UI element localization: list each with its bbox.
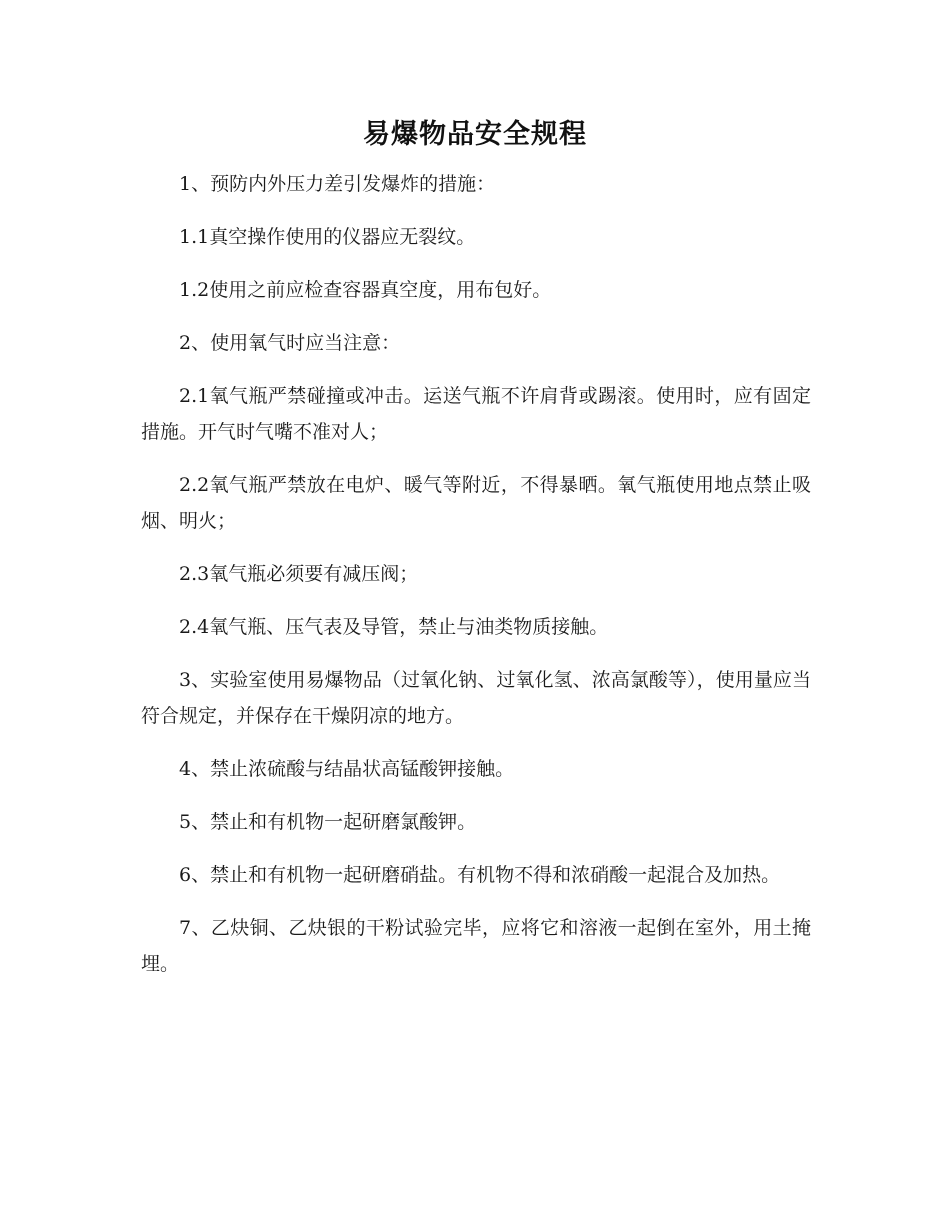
paragraph: 2.4氧气瓶、压气表及导管，禁止与油类物质接触。 — [179, 616, 609, 638]
paragraph: 1.2使用之前应检查容器真空度，用布包好。 — [179, 279, 552, 301]
paragraph: 1、预防内外压力差引发爆炸的措施： — [179, 173, 496, 195]
paragraph: 3、实验室使用易爆物品（过氧化钠、过氧化氢、浓高氯酸等），使用量应当符合规定，并保存在干燥阴凉的地方。 — [141, 669, 811, 727]
document-body — [141, 166, 811, 999]
paragraph: 2、使用氧气时应当注意： — [179, 332, 401, 354]
paragraph: 2.2氧气瓶严禁放在电炉、暖气等附近，不得暴晒。氧气瓶使用地点禁止吸烟、明火； — [141, 474, 811, 532]
paragraph: 2.1氧气瓶严禁碰撞或冲击。运送气瓶不许肩背或踢滚。使用时，应有固定措施。开气时气嘴不准对人； — [141, 385, 811, 443]
paragraph: 7、乙炔铜、乙炔银的干粉试验完毕，应将它和溶液一起倒在室外，用土掩埋。 — [141, 917, 811, 975]
paragraph: 4、禁止浓硫酸与结晶状高锰酸钾接触。 — [179, 758, 515, 780]
paragraph: 2.3氧气瓶必须要有减压阀； — [179, 563, 419, 585]
paragraph: 6、禁止和有机物一起研磨硝盐。有机物不得和浓硝酸一起混合及加热。 — [179, 864, 781, 886]
paragraph: 5、禁止和有机物一起研磨氯酸钾。 — [179, 811, 477, 833]
paragraph: 1.1真空操作使用的仪器应无裂纹。 — [179, 226, 476, 248]
document-title: 易爆物品安全规程 — [363, 119, 587, 150]
